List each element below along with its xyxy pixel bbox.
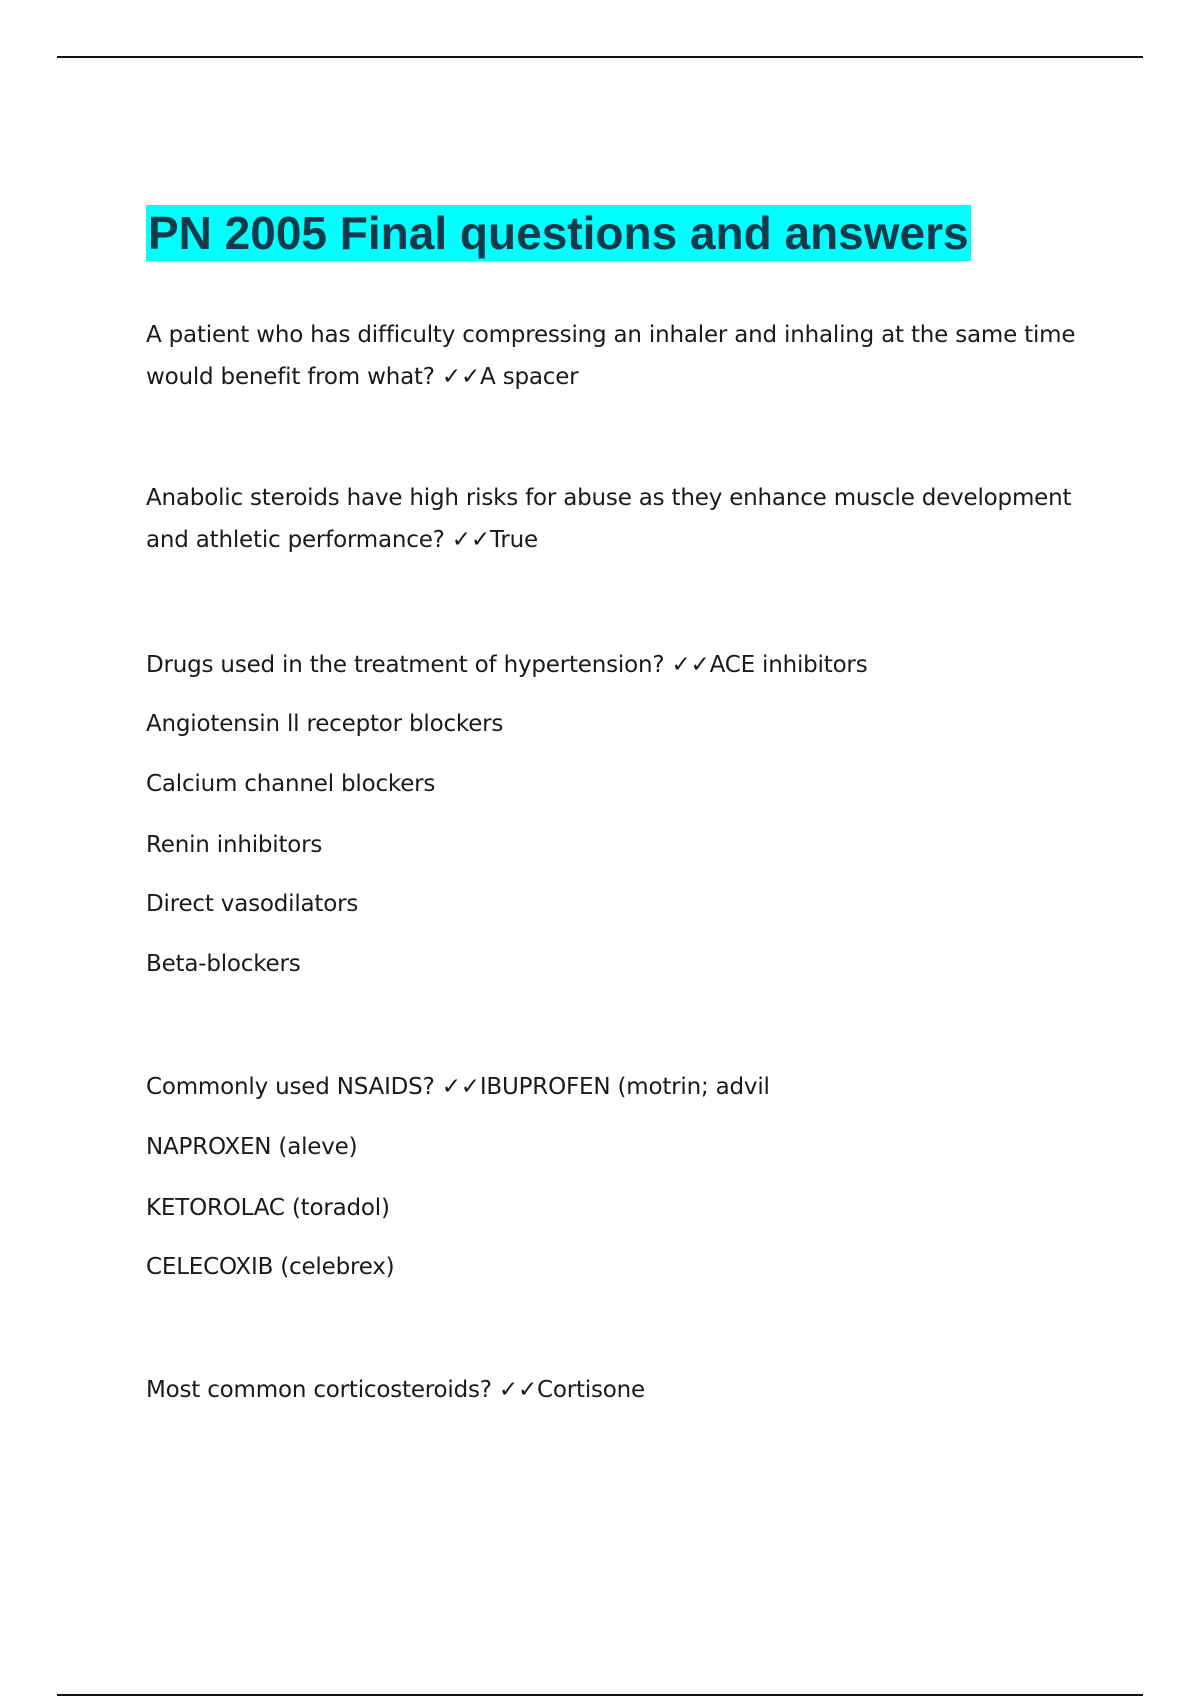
- entry-5-line-1: Most common corticosteroids? ✓✓Cortisone: [146, 1377, 645, 1403]
- header-rule: [57, 56, 1143, 58]
- entry-2-line-1: Anabolic steroids have high risks for abuse as they enhance muscle development: [146, 485, 1072, 511]
- entry-4-line-4: CELECOXIB (celebrex): [146, 1254, 395, 1280]
- entry-2-line-2: and athletic performance? ✓✓True: [146, 527, 538, 553]
- title-container: [146, 205, 971, 261]
- entry-3-line-1: Drugs used in the treatment of hypertension? ✓✓ACE inhibitors: [146, 652, 868, 678]
- entry-3-line-4: Renin inhibitors: [146, 832, 323, 858]
- footer-rule: [57, 1694, 1143, 1696]
- entry-1-line-1: A patient who has difficulty compressing an inhaler and inhaling at the same time: [146, 322, 1076, 348]
- entry-4-line-1: Commonly used NSAIDS? ✓✓IBUPROFEN (motrin; advil: [146, 1074, 770, 1100]
- entry-1-line-2: would benefit from what? ✓✓A spacer: [146, 364, 579, 390]
- entry-3-line-2: Angiotensin ll receptor blockers: [146, 711, 504, 737]
- entry-4-line-2: NAPROXEN (aleve): [146, 1134, 358, 1160]
- entry-3-line-3: Calcium channel blockers: [146, 771, 436, 797]
- entry-3-line-6: Beta-blockers: [146, 951, 301, 977]
- entry-3-line-5: Direct vasodilators: [146, 891, 359, 917]
- document-title: PN 2005 Final questions and answers: [148, 207, 969, 259]
- entry-4-line-3: KETOROLAC (toradol): [146, 1195, 390, 1221]
